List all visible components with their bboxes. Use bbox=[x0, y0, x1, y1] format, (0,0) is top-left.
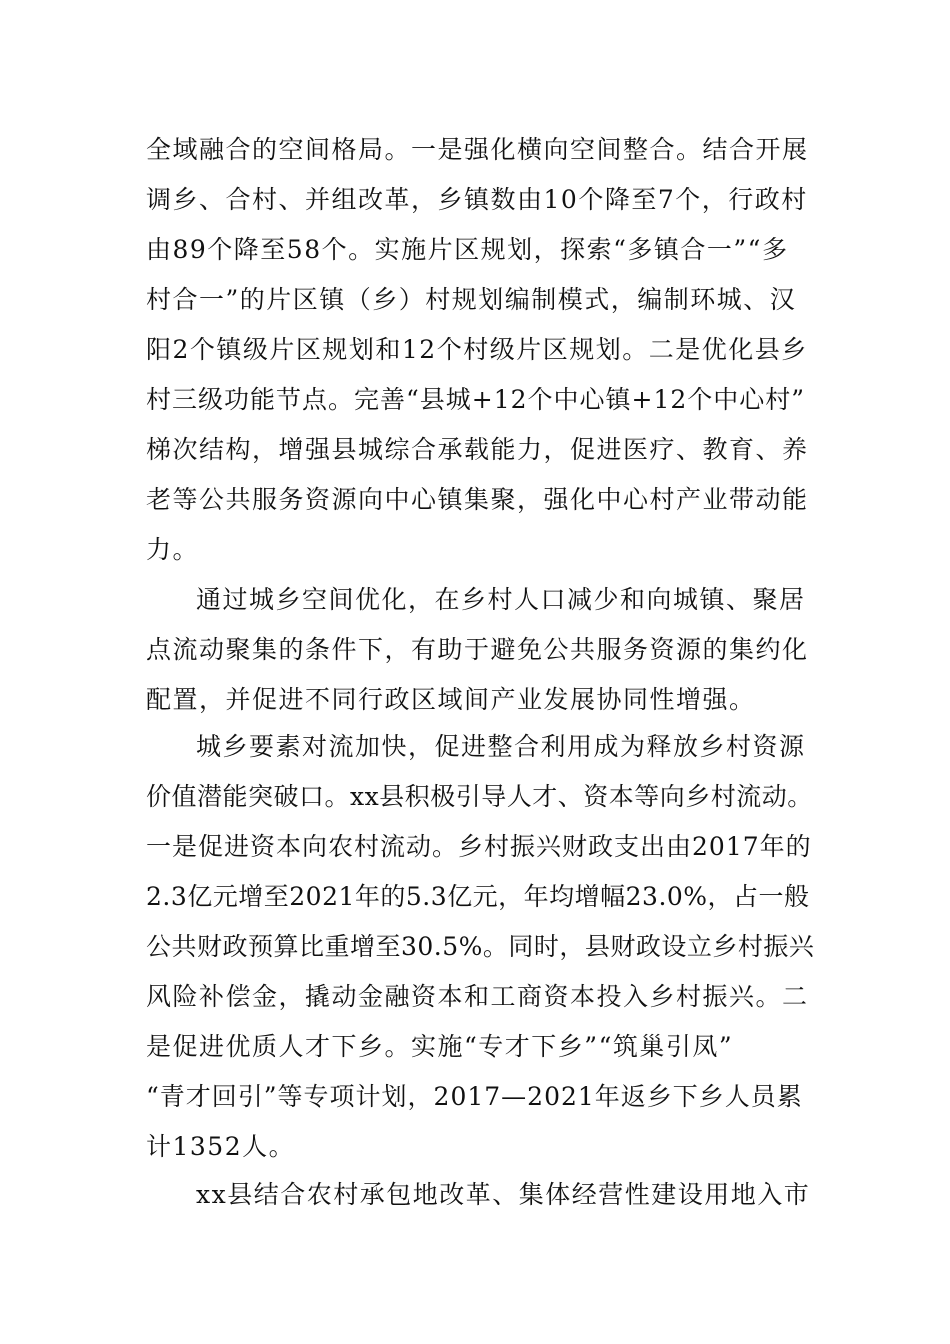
text-line: 村合一”的片区镇（乡）村规划编制模式，编制环城、汉 bbox=[146, 285, 797, 314]
text-line: 价值潜能突破口。xx县积极引导人才、资本等向乡村流动。 bbox=[146, 782, 813, 811]
text-line: “青才回引”等专项计划，2017—2021年返乡下乡人员累 bbox=[146, 1082, 803, 1111]
text-line: 是促进优质人才下乡。实施“专才下乡”“筑巢引凤” bbox=[146, 1032, 734, 1061]
text-line: 由89个降至58个。实施片区规划，探索“多镇合一”“多 bbox=[146, 235, 789, 264]
text-line: 配置，并促进不同行政区域间产业发展协同性增强。 bbox=[146, 685, 756, 714]
paragraph-first-line: 通过城乡空间优化，在乡村人口减少和向城镇、聚居 bbox=[196, 585, 806, 614]
text-line: 风险补偿金，撬动金融资本和工商资本投入乡村振兴。二 bbox=[146, 982, 809, 1011]
text-line: 点流动聚集的条件下，有助于避免公共服务资源的集约化 bbox=[146, 635, 809, 664]
text-line: 老等公共服务资源向中心镇集聚，强化中心村产业带动能 bbox=[146, 485, 809, 514]
text-line: 村三级功能节点。完善“县城+12个中心镇+12个中心村” bbox=[146, 385, 806, 414]
text-line: 调乡、合村、并组改革，乡镇数由10个降至7个，行政村 bbox=[146, 185, 808, 214]
text-line: 阳2个镇级片区规划和12个村级片区规划。二是优化县乡 bbox=[146, 335, 808, 364]
text-line: 公共财政预算比重增至30.5%。同时，县财政设立乡村振兴 bbox=[146, 932, 815, 961]
text-line: 全域融合的空间格局。一是强化横向空间整合。结合开展 bbox=[146, 135, 809, 164]
text-line: 2.3亿元增至2021年的5.3亿元，年均增幅23.0%，占一般 bbox=[146, 882, 810, 911]
paragraph-first-line: 城乡要素对流加快，促进整合利用成为释放乡村资源 bbox=[196, 732, 806, 761]
text-line: 梯次结构，增强县城综合承载能力，促进医疗、教育、养 bbox=[146, 435, 809, 464]
text-line: 一是促进资本向农村流动。乡村振兴财政支出由2017年的 bbox=[146, 832, 812, 861]
text-line: 力。 bbox=[146, 535, 200, 564]
paragraph-first-line: xx县结合农村承包地改革、集体经营性建设用地入市 bbox=[196, 1180, 811, 1209]
text-line: 计1352人。 bbox=[146, 1132, 296, 1161]
